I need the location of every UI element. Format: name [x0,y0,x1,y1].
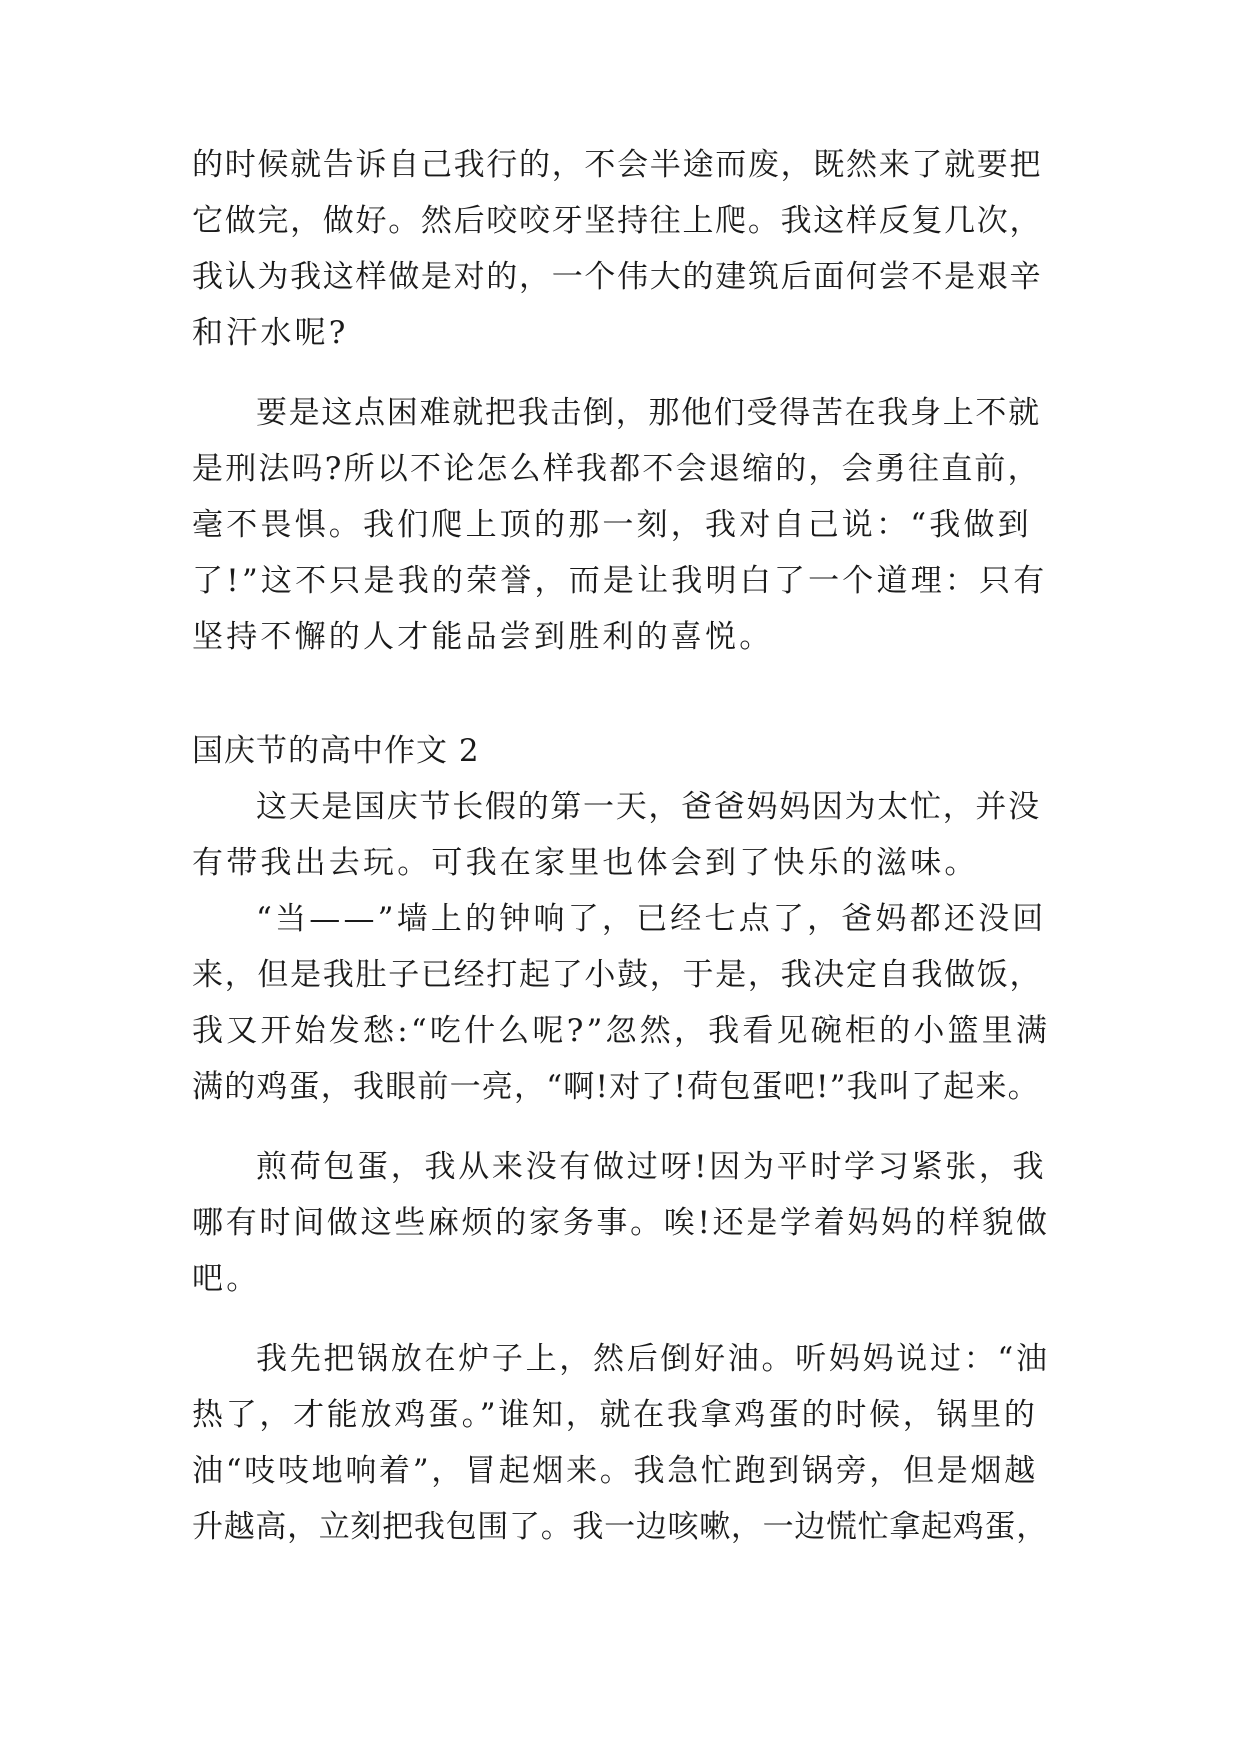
text-line: 煎荷包蛋，我从来没有做过呀!因为平时学习紧张，我 [256,1149,1047,1185]
text-line: 它做完，做好。然后咬咬牙坚持往上爬。我这样反复几次， [192,203,1043,239]
text-line: 油“吱吱地响着”，冒起烟来。我急忙跑到锅旁，但是烟越 [192,1453,1038,1489]
text-line: 升越高，立刻把我包围了。我一边咳嗽，一边慌忙拿起鸡蛋， [192,1509,1048,1545]
text-line: 要是这点困难就把我击倒，那他们受得苦在我身上不就 [256,395,1041,431]
text-line: “当——”墙上的钟响了，已经七点了，爸妈都还没回 [256,901,1047,937]
text-line: 了!”这不只是我的荣誉，而是让我明白了一个道理：只有 [192,563,1048,599]
section-heading: 国庆节的高中作文 2 [192,733,480,769]
text-line: 吧。 [192,1261,261,1297]
text-line: 的时候就告诉自己我行的，不会半途而废，既然来了就要把 [192,147,1043,183]
text-line: 满的鸡蛋，我眼前一亮，“啊!对了!荷包蛋吧!”我叫了起来。 [192,1069,1040,1105]
text-line: 来，但是我肚子已经打起了小鼓，于是，我决定自我做饭， [192,957,1043,993]
text-line: 我认为我这样做是对的，一个伟大的建筑后面何尝不是艰辛 [192,259,1043,295]
text-line: 这天是国庆节长假的第一天，爸爸妈妈因为太忙，并没 [256,789,1041,825]
text-line: 我先把锅放在炉子上，然后倒好油。听妈妈说过：“油 [256,1341,1050,1377]
text-line: 毫不畏惧。我们爬上顶的那一刻，我对自己说：“我做到 [192,507,1032,543]
text-line: 哪有时间做这些麻烦的家务事。唉!还是学着妈妈的样貌做 [192,1205,1050,1241]
text-line: 是刑法吗?所以不论怎么样我都不会退缩的，会勇往直前， [192,451,1041,487]
text-line: 热了，才能放鸡蛋。”谁知，就在我拿鸡蛋的时候，锅里的 [192,1397,1038,1433]
text-line: 坚持不懈的人才能品尝到胜利的喜悦。 [192,619,774,655]
text-line: 有带我出去玩。可我在家里也体会到了快乐的滋味。 [192,845,979,881]
text-line: 我又开始发愁:“吃什么呢?”忽然，我看见碗柜的小篮里满 [192,1013,1051,1049]
text-line: 和汗水呢? [192,315,349,351]
